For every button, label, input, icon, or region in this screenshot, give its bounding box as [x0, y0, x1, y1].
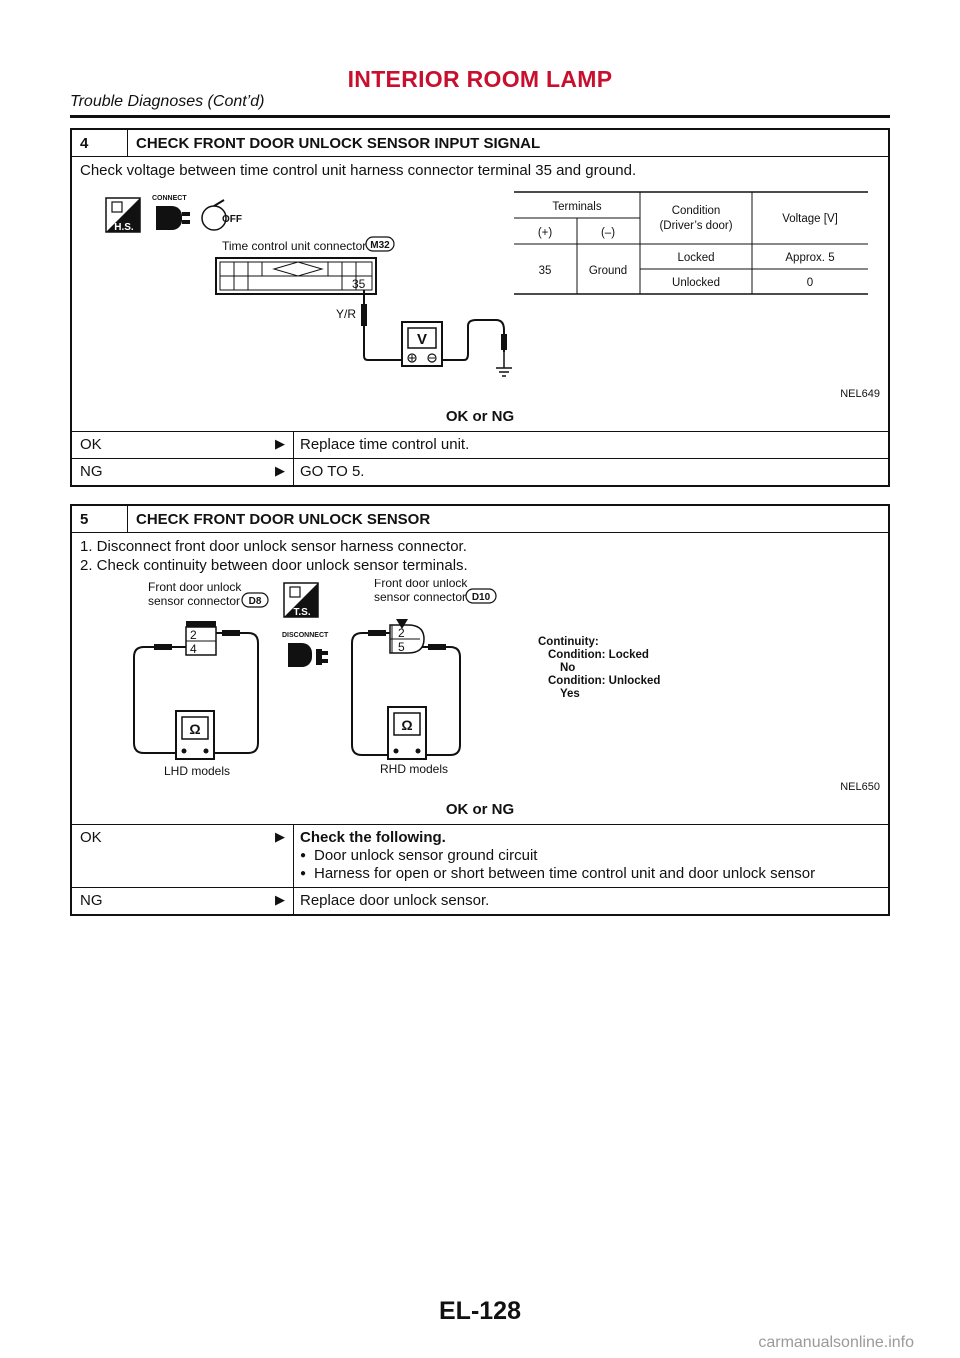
rhd-terminal-2: 2 [398, 626, 405, 640]
step-4-ok-or-ng: OK or NG [445, 408, 515, 425]
rhd-connector-code: D10 [471, 592, 491, 603]
result-value: GO TO 5. [300, 463, 365, 480]
table-cell-voltage-unlocked: 0 [806, 277, 814, 289]
lhd-terminal-2: 2 [190, 628, 197, 642]
instruction-line: 2. Check continuity between door unlock sensor terminals. [80, 557, 468, 574]
lhd-circuit [134, 621, 258, 759]
step-5-instructions [72, 533, 888, 579]
ground-icon [496, 352, 512, 376]
arrow-right-icon: ▶ [275, 829, 285, 844]
step-4-figure [72, 184, 888, 406]
bullet-icon: ● [300, 850, 307, 861]
connector-code-tag [366, 237, 394, 251]
lhd-models-label: LHD models [164, 764, 231, 778]
rhd-terminal-5: 5 [398, 640, 405, 654]
table-header-voltage: Voltage [V] [782, 213, 838, 225]
connect-icon [152, 195, 190, 230]
table-header-terminals: Terminals [552, 201, 602, 213]
result-key: OK [80, 436, 102, 453]
step-5-figure [72, 579, 888, 799]
lhd-connector-label-1: Front door unlock [148, 580, 242, 594]
figure-code: NEL650 [840, 781, 880, 793]
continuity-line: Condition: Unlocked [548, 675, 661, 687]
ignition-off-icon [202, 200, 242, 230]
arrow-right-icon: ▶ [275, 436, 285, 451]
off-label: OFF [222, 214, 242, 225]
voltmeter-icon [402, 322, 442, 366]
footer-watermark[interactable]: carmanualsonline.info [758, 1334, 914, 1351]
continuity-line: Continuity: [538, 636, 599, 648]
table-header-condition: Condition [671, 205, 721, 217]
step-5-number: 5 [72, 506, 128, 532]
hs-icon [106, 198, 140, 233]
lhd-ohmmeter-label: Ω [189, 721, 201, 737]
table-cell-condition-unlocked: Unlocked [672, 277, 720, 289]
result-bullet: Harness for open or short between time control unit and door unlock sensor [314, 865, 816, 882]
terminal-35-label: 35 [352, 277, 366, 291]
page-number: EL-128 [439, 1297, 521, 1325]
step-4-result-ok [72, 431, 888, 458]
rhd-connector-code-tag [466, 589, 496, 603]
lhd-connector-code: D8 [248, 596, 262, 607]
table-cell-minus: Ground [588, 265, 628, 277]
connector-label: Time control unit connector [222, 239, 367, 253]
continuity-line: Yes [560, 688, 580, 700]
step-5-header [72, 506, 888, 533]
disconnect-icon [282, 632, 329, 667]
step-4-number: 4 [72, 130, 128, 156]
step-4-instruction: Check voltage between time control unit harness connector terminal 35 and ground. [80, 162, 637, 179]
rhd-connector-label-1: Front door unlock [374, 579, 468, 590]
step-5-result-ng [72, 887, 888, 914]
step-5-result-ok [72, 824, 888, 887]
continuity-line: No [560, 662, 576, 674]
continuity-spec [538, 636, 660, 700]
page-subtitle: Trouble Diagnoses (Cont’d) [70, 93, 265, 110]
step-5-ok-or-ng: OK or NG [445, 801, 515, 818]
step-5-title: CHECK FRONT DOOR UNLOCK SENSOR [136, 510, 431, 528]
figure-code: NEL649 [840, 388, 880, 400]
header-rule [70, 115, 890, 118]
bullet-icon: ● [300, 868, 307, 879]
rhd-circuit [352, 619, 460, 759]
lhd-connector-code-tag [242, 593, 268, 607]
result-key: OK [80, 829, 102, 846]
rhd-connector-label-2: sensor connector [374, 590, 467, 604]
arrow-right-icon: ▶ [275, 892, 285, 907]
ts-label: T.S. [293, 607, 311, 618]
result-value: Replace time control unit. [300, 436, 470, 453]
step-5-box [70, 504, 890, 916]
lhd-connector-label-2: sensor connector [148, 594, 241, 608]
continuity-line: Condition: Locked [548, 649, 649, 661]
rhd-models-label: RHD models [380, 762, 449, 776]
result-title: Check the following. [300, 829, 446, 846]
table-cell-plus: 35 [538, 265, 552, 277]
voltage-spec-table [514, 192, 868, 294]
result-bullet: Door unlock sensor ground circuit [314, 847, 538, 864]
lhd-terminal-4: 4 [190, 642, 197, 656]
disconnect-label: DISCONNECT [282, 632, 329, 639]
connect-label: CONNECT [152, 195, 187, 202]
result-key: NG [80, 892, 103, 909]
step-4-header [72, 130, 888, 157]
ts-icon [284, 583, 318, 618]
table-header-condition-sub: (Driver’s door) [659, 220, 733, 232]
connector-code: M32 [370, 240, 390, 251]
page-title: INTERIOR ROOM LAMP [347, 66, 613, 92]
step-4-title: CHECK FRONT DOOR UNLOCK SENSOR INPUT SIGNAL [136, 134, 541, 152]
voltage-check-diagram [72, 184, 888, 406]
arrow-right-icon: ▶ [275, 463, 285, 478]
time-control-unit-connector [216, 258, 376, 294]
wire-color-label: Y/R [336, 307, 357, 321]
result-value: Replace door unlock sensor. [300, 892, 490, 909]
voltmeter-label: V [416, 331, 428, 348]
step-4-result-ng [72, 458, 888, 485]
result-key: NG [80, 463, 103, 480]
hs-label: H.S. [114, 222, 134, 233]
table-header-minus: (–) [600, 227, 616, 239]
step-4-box [70, 128, 890, 487]
table-cell-condition-locked: Locked [677, 252, 715, 264]
rhd-ohmmeter-label: Ω [401, 717, 413, 733]
table-cell-voltage-locked: Approx. 5 [785, 252, 835, 264]
table-header-plus: (+) [537, 227, 553, 239]
continuity-check-diagram [72, 579, 888, 799]
instruction-line: 1. Disconnect front door unlock sensor harness connector. [80, 538, 467, 555]
